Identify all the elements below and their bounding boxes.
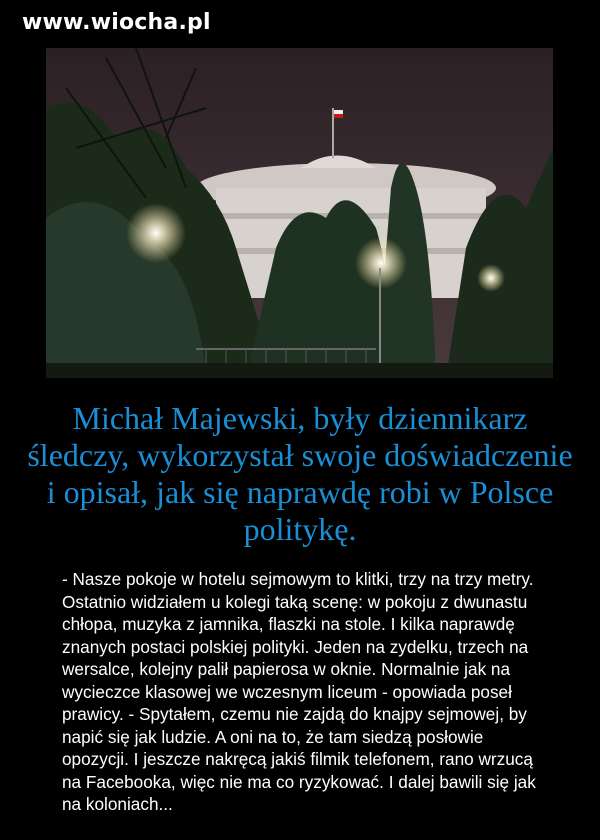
site-watermark: www.wiocha.pl xyxy=(22,10,211,35)
sejm-building-illustration xyxy=(46,48,553,378)
quote-body: - Nasze pokoje w hotelu sejmowym to klitki, trzy na trzy metry. Ostatnio widziałem u kolegi taką scenę: w pokoju z dwunastu chłopa, muzyka z jamnika, flaszki na stole. I kilka naprawdę znanych postaci polskiej polityki. Jeden na zydelku, trzech na wersalce, kolejny palił papierosa w oknie. Normalnie jak na wycieczce klasowej we wczesnym liceum - opowiada poseł prawicy. - Spytałem, czemu nie zajdą do knajpy sejmowej, by napić się jak ludzie. A oni na to, że tam siedzą posłowie opozycji. I jeszcze nakręcą jakiś filmik telefonem, rano wrzucą na Facebooka, więc nie ma co ryzykować. I dalej bawili się jak na koloniach... xyxy=(62,569,536,814)
sejm-night-photo xyxy=(46,48,553,378)
headline: Michał Majewski, były dziennikarz śledczy, wykorzystał swoje doświadczenie i opisał, jak się naprawdę robi w Polsce politykę. xyxy=(27,400,573,547)
